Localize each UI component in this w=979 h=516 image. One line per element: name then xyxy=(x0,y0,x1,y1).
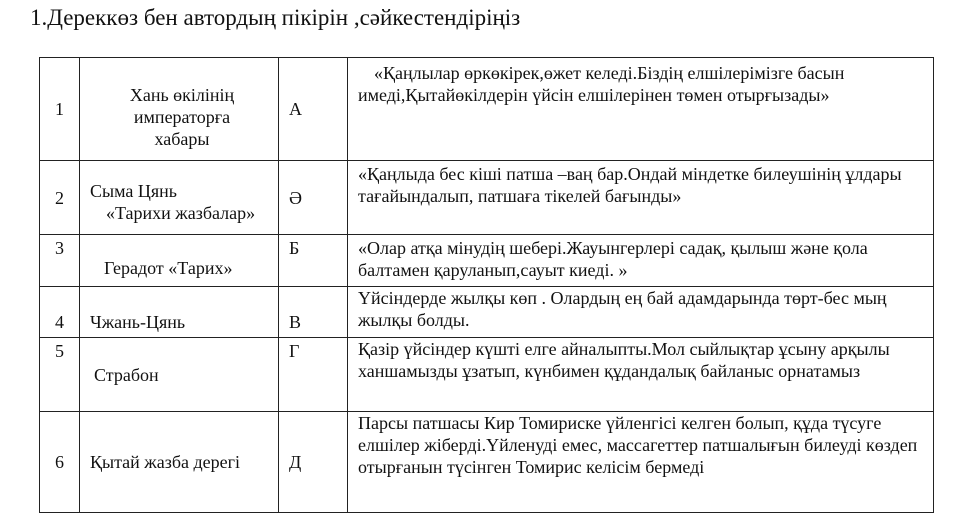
letter-cell: Д xyxy=(279,412,348,513)
table-row xyxy=(40,58,934,161)
opinion-cell xyxy=(348,235,934,287)
row-number: 1 xyxy=(40,58,80,161)
opinion-cell xyxy=(348,412,934,513)
source-cell xyxy=(80,58,279,161)
source-line: Герадот «Тарих» xyxy=(104,257,233,278)
letter-cell: Б xyxy=(279,235,348,287)
opinion-text: Қазір үйсіндер күшті елге айналыпты.Мол сыйлықтар ұсыну арқылы ханшамызды ұзатып, күнбимен құдандалық байланыс орнатамыз xyxy=(358,339,890,381)
letter-cell: Ә xyxy=(279,161,348,235)
table-row xyxy=(40,235,934,287)
source-line: хабары xyxy=(154,129,210,149)
letter-cell: Г xyxy=(279,338,348,412)
source-cell xyxy=(80,161,279,235)
opinion-text: «Қаңлылар өркөкірек,өжет келеді.Біздің елшілерімізге басын имеді,Қытайөкілдерін үйсін елшілерінен төмен отырғызады» xyxy=(358,63,845,105)
source-line: Страбон xyxy=(94,364,159,385)
opinion-cell xyxy=(348,58,934,161)
table-row xyxy=(40,338,934,412)
row-number: 4 xyxy=(40,287,80,338)
matching-table xyxy=(39,57,934,513)
source-cell xyxy=(80,338,279,412)
row-number: 6 xyxy=(40,412,80,513)
source-line: Қытай жазба дерегі xyxy=(90,452,241,472)
opinion-text: «Қаңлыда бес кіші патша –ваң бар.Ондай міндетке билеушінің ұлдары тағайындалып, патшаға тікелей бағынды» xyxy=(358,164,902,206)
opinion-text: Парсы патшасы Кир Томириске үйленгісі келген болып, құда түсуге елшілер жіберді.Үйленуді емес, массагеттер патшалығын билеуді көздеп отырғанын түсінген Томирис келісім бермеді xyxy=(358,413,918,477)
source-line: Сыма Цянь xyxy=(90,180,177,201)
table-row xyxy=(40,412,934,513)
opinion-cell xyxy=(348,161,934,235)
letter-cell: А xyxy=(279,58,348,161)
opinion-cell xyxy=(348,338,934,412)
table-row xyxy=(40,161,934,235)
row-number: 3 xyxy=(40,235,80,287)
row-number: 2 xyxy=(40,161,80,235)
opinion-text: «Олар атқа мінудің шебері.Жауынгерлері садақ, қылыш және қола балтамен қаруланып,сауыт киеді. » xyxy=(358,238,868,280)
opinion-text: Үйсіндерде жылқы көп . Олардың ең бай адамдарында төрт-бес мың жылқы болды. xyxy=(358,288,887,330)
source-line: Чжань-Цянь xyxy=(90,312,186,332)
table-row xyxy=(40,287,934,338)
task-heading: 1.Дереккөз бен автордың пікірін ,сәйкестендіріңіз xyxy=(30,5,521,30)
row-number: 5 xyxy=(40,338,80,412)
letter-cell: В xyxy=(279,287,348,338)
opinion-cell xyxy=(348,287,934,338)
source-line: «Тарихи жазбалар» xyxy=(106,202,256,223)
source-line: императорға xyxy=(133,107,231,127)
source-line: Хань өкілінің xyxy=(129,85,235,105)
source-cell xyxy=(80,287,279,338)
source-cell xyxy=(80,235,279,287)
source-cell xyxy=(80,412,279,513)
